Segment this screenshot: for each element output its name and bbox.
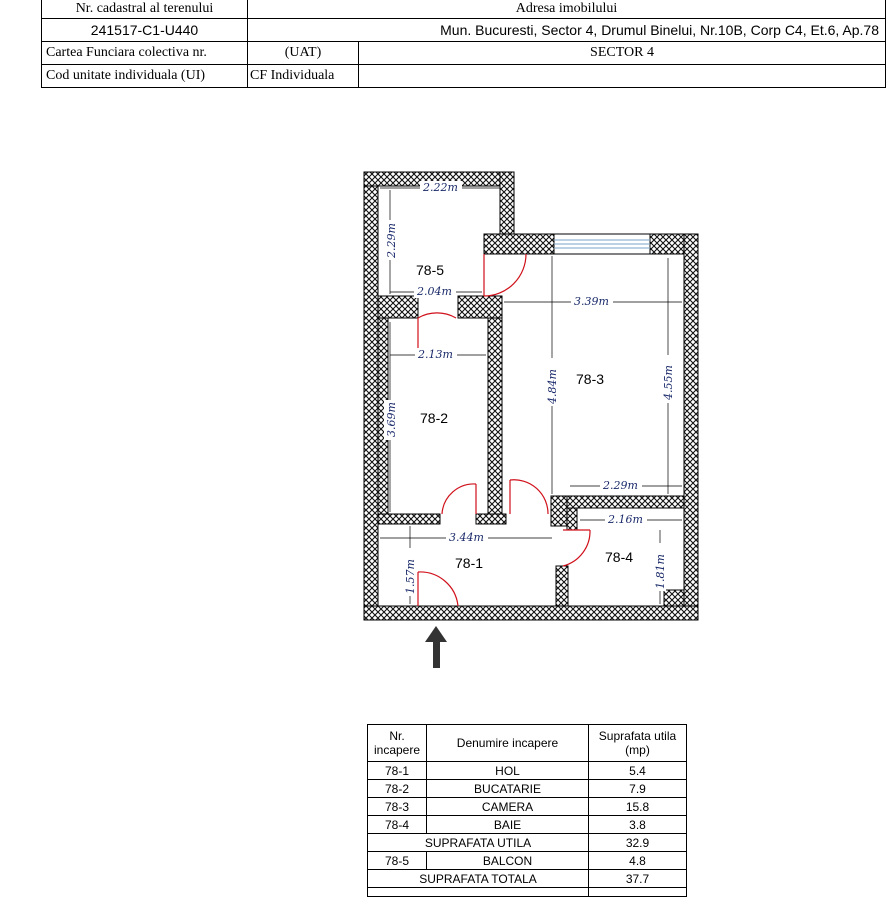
area-table bbox=[367, 724, 687, 897]
cell-room-area: 4.8 bbox=[589, 852, 687, 870]
header-room-name: Denumire incapere bbox=[427, 725, 589, 762]
cut-off-row bbox=[368, 888, 687, 897]
room-label-78-5: 78-5 bbox=[416, 262, 445, 278]
room-label-78-1: 78-1 bbox=[455, 555, 484, 571]
cut-off-cell bbox=[589, 888, 687, 897]
dim-3-39: 3.39m bbox=[574, 295, 609, 308]
ui-label: Cod unitate individuala (UI) bbox=[42, 65, 248, 88]
address-label: Adresa imobilului bbox=[248, 0, 886, 19]
dim-4-55: 4.55m bbox=[662, 365, 675, 400]
useful-total-label: SUPRAFATA UTILA bbox=[368, 834, 589, 852]
dim-3-44: 3.44m bbox=[449, 531, 484, 544]
address-value: Mun. Bucuresti, Sector 4, Drumul Binelui, Nr.10B, Corp C4, Et.6, Ap.78 bbox=[248, 19, 886, 42]
dim-2-13: 2.13m bbox=[418, 348, 453, 361]
cell-room-number: 78-1 bbox=[368, 762, 427, 780]
cf-label: Cartea Funciara colectiva nr. bbox=[42, 42, 248, 65]
dim-2-22: 2.22m bbox=[423, 181, 458, 194]
dim-2-04: 2.04m bbox=[417, 285, 452, 298]
cadastral-label: Nr. cadastral al terenului bbox=[42, 0, 248, 19]
cell-room-number: 78-2 bbox=[368, 780, 427, 798]
header-room-number: Nr. incapere bbox=[368, 725, 427, 762]
table-row bbox=[368, 816, 687, 834]
cf-individual-label: CF Individuala bbox=[248, 65, 359, 88]
cell-room-area: 3.8 bbox=[589, 816, 687, 834]
cell-room-area: 7.9 bbox=[589, 780, 687, 798]
cadastral-value: 241517-C1-U440 bbox=[42, 19, 248, 42]
grand-total-value: 37.7 bbox=[589, 870, 687, 888]
useful-total-row bbox=[368, 834, 687, 852]
grand-total-row bbox=[368, 870, 687, 888]
uat-label: (UAT) bbox=[248, 42, 359, 65]
dim-2-29-horizontal: 2.29m bbox=[603, 479, 638, 492]
cut-off-cell bbox=[368, 888, 589, 897]
useful-total-value: 32.9 bbox=[589, 834, 687, 852]
table-row bbox=[368, 780, 687, 798]
entry-arrow-icon bbox=[425, 626, 447, 668]
balcony-row bbox=[368, 852, 687, 870]
cell-room-name: BAIE bbox=[427, 816, 589, 834]
cell-room-number: 78-3 bbox=[368, 798, 427, 816]
cell-room-name: BALCON bbox=[427, 852, 589, 870]
table-row bbox=[368, 798, 687, 816]
cell-room-name: CAMERA bbox=[427, 798, 589, 816]
header-useful-area: Suprafata utila (mp) bbox=[589, 725, 687, 762]
cell-room-number: 78-4 bbox=[368, 816, 427, 834]
window bbox=[554, 234, 650, 254]
dim-4-84: 4.84m bbox=[546, 369, 559, 404]
dim-2-16: 2.16m bbox=[608, 513, 643, 526]
cell-room-area: 15.8 bbox=[589, 798, 687, 816]
uat-value: SECTOR 4 bbox=[359, 42, 886, 65]
dim-1-81: 1.81m bbox=[654, 554, 667, 589]
dim-1-57: 1.57m bbox=[404, 559, 417, 594]
doors bbox=[418, 254, 590, 606]
table-row bbox=[368, 762, 687, 780]
cell-room-number: 78-5 bbox=[368, 852, 427, 870]
dim-3-69: 3.69m bbox=[385, 402, 398, 437]
room-label-78-2: 78-2 bbox=[420, 410, 449, 426]
cell-room-name: HOL bbox=[427, 762, 589, 780]
grand-total-label: SUPRAFATA TOTALA bbox=[368, 870, 589, 888]
cell-room-name: BUCATARIE bbox=[427, 780, 589, 798]
room-label-78-3: 78-3 bbox=[576, 371, 605, 387]
cell-room-area: 5.4 bbox=[589, 762, 687, 780]
dim-2-29-vertical: 2.29m bbox=[385, 223, 398, 258]
room-label-78-4: 78-4 bbox=[605, 549, 634, 565]
